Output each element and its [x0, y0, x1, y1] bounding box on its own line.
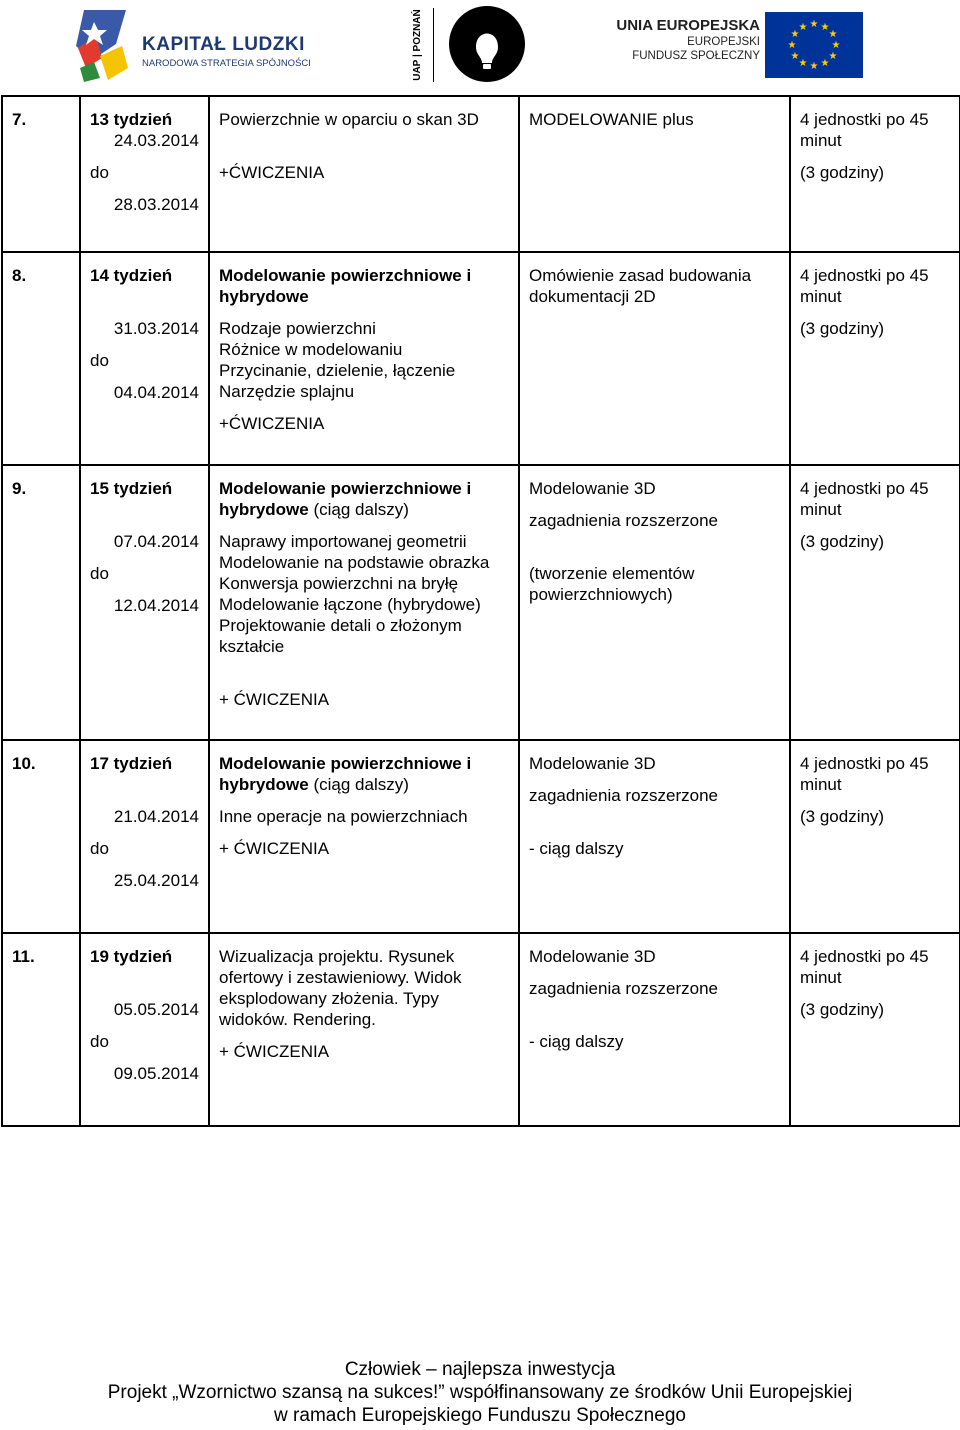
topic-line: Konwersja powierzchni na bryłę	[219, 574, 459, 593]
topic-line: Projektowanie detali o złożonym kształcie	[219, 616, 462, 656]
scope-line: Modelowanie 3D	[529, 947, 656, 966]
svg-text:★: ★	[820, 58, 830, 69]
footer-fund: w ramach Europejskiego Funduszu Społecznego	[274, 1405, 686, 1426]
week-label: 19 tydzień	[90, 947, 173, 966]
row-dates	[80, 465, 209, 740]
svg-text:★: ★	[790, 29, 800, 40]
topic-continued: (ciąg dalszy)	[313, 500, 409, 519]
date-to: 28.03.2014	[113, 195, 199, 214]
scope-line: (tworzenie elementów powierzchniowych)	[529, 564, 695, 604]
scope-line: - ciąg dalszy	[529, 1032, 624, 1051]
kapital-ludzki-emblem-icon	[72, 6, 138, 84]
page-header	[0, 0, 960, 92]
bulb-logo-icon	[448, 5, 526, 83]
topic-exercises: + ĆWICZENIA	[219, 839, 330, 858]
row-hours	[790, 933, 960, 1126]
topic-title: Modelowanie powierzchniowe i hybrydowe	[219, 754, 472, 794]
topic-exercises: +ĆWICZENIA	[219, 414, 325, 433]
row-number: 9.	[2, 465, 80, 740]
uap-logo-text: UAP | POZNAŃ	[412, 9, 423, 81]
date-separator: do	[90, 163, 109, 182]
uap-logo	[408, 6, 428, 84]
topic-line: Inne operacje na powierzchniach	[219, 807, 468, 826]
date-to: 04.04.2014	[113, 383, 199, 402]
row-number: 10.	[2, 740, 80, 933]
eu-efs-logo	[616, 10, 865, 74]
svg-text:★: ★	[790, 51, 800, 62]
scope-line: Omówienie zasad budowania dokumentacji 2D	[529, 266, 752, 306]
row-number: 8.	[2, 252, 80, 465]
kapital-ludzki-logo	[72, 6, 322, 84]
row-scope	[519, 96, 790, 252]
svg-text:★: ★	[828, 29, 838, 40]
topic-line: Naprawy importowanej geometrii	[219, 532, 467, 551]
scope-line: Modelowanie 3D	[529, 479, 656, 498]
page-footer	[0, 1358, 960, 1427]
date-to: 12.04.2014	[113, 596, 199, 615]
row-scope	[519, 740, 790, 933]
svg-text:★: ★	[809, 61, 819, 72]
date-from: 31.03.2014	[113, 319, 199, 338]
week-label: 14 tydzień	[90, 266, 173, 285]
row-dates	[80, 740, 209, 933]
date-from: 05.05.2014	[113, 1000, 199, 1019]
topic-line: Różnice w modelowaniu	[219, 340, 403, 359]
svg-text:★: ★	[828, 51, 838, 62]
table-row	[2, 252, 960, 465]
hours-units: 4 jednostki po 45 minut	[800, 110, 929, 150]
row-scope	[519, 933, 790, 1126]
date-from: 21.04.2014	[113, 807, 199, 826]
row-hours	[790, 465, 960, 740]
date-separator: do	[90, 1032, 109, 1051]
hours-total: (3 godziny)	[800, 807, 885, 826]
topic-line: Przycinanie, dzielenie, łączenie	[219, 361, 456, 380]
table-row	[2, 740, 960, 933]
scope-line: Modelowanie 3D	[529, 754, 656, 773]
date-separator: do	[90, 351, 109, 370]
row-number: 7.	[2, 96, 80, 252]
svg-text:★: ★	[820, 22, 830, 33]
table-row	[2, 465, 960, 740]
svg-text:★: ★	[831, 40, 841, 51]
row-scope	[519, 252, 790, 465]
row-topic	[209, 252, 519, 465]
row-dates	[80, 252, 209, 465]
row-hours	[790, 252, 960, 465]
row-topic	[209, 96, 519, 252]
week-label: 15 tydzień	[90, 479, 173, 498]
topic-continued: (ciąg dalszy)	[313, 775, 409, 794]
hours-units: 4 jednostki po 45 minut	[800, 266, 929, 306]
eu-logo-line-3: FUNDUSZ SPOŁECZNY	[632, 50, 760, 62]
row-number: 11.	[2, 933, 80, 1126]
svg-text:★: ★	[798, 58, 808, 69]
date-to: 25.04.2014	[113, 871, 199, 890]
scope-line: zagadnienia rozszerzone	[529, 786, 719, 805]
topic-title: Modelowanie powierzchniowe i hybrydowe	[219, 266, 472, 306]
topic-line: Powierzchnie w oparciu o skan 3D	[219, 110, 479, 129]
week-label: 13 tydzień	[90, 110, 173, 129]
date-from: 07.04.2014	[113, 532, 199, 551]
table-row	[2, 933, 960, 1126]
date-from: 24.03.2014	[113, 131, 199, 150]
hours-total: (3 godziny)	[800, 163, 885, 182]
row-dates	[80, 96, 209, 252]
row-scope	[519, 465, 790, 740]
row-topic	[209, 465, 519, 740]
row-topic	[209, 740, 519, 933]
eu-logo-line-1: UNIA EUROPEJSKA	[616, 17, 760, 34]
logo-divider	[433, 8, 434, 82]
footer-slogan: Człowiek – najlepsza inwestycja	[344, 1359, 616, 1380]
svg-text:★: ★	[809, 19, 819, 30]
date-to: 09.05.2014	[113, 1064, 199, 1083]
hours-units: 4 jednostki po 45 minut	[800, 479, 929, 519]
topic-exercises: +ĆWICZENIA	[219, 163, 325, 182]
kapital-ludzki-subtitle: NARODOWA STRATEGIA SPÓJNOŚCI	[142, 58, 311, 69]
eu-flag-icon	[765, 12, 863, 78]
topic-line: Modelowanie na podstawie obrazka	[219, 553, 490, 572]
topic-line: Narzędzie splajnu	[219, 382, 355, 401]
scope-line: MODELOWANIE plus	[529, 110, 694, 129]
hours-units: 4 jednostki po 45 minut	[800, 947, 929, 987]
topic-line: Wizualizacja projektu. Rysunek ofertowy i zestawieniowy. Widok eksplodowany złożenia. Typy widoków. Rendering.	[219, 947, 462, 1029]
topic-line: Modelowanie łączone (hybrydowe)	[219, 595, 481, 614]
topic-title: Modelowanie powierzchniowe i hybrydowe	[219, 479, 472, 519]
scope-line: zagadnienia rozszerzone	[529, 511, 719, 530]
row-topic	[209, 933, 519, 1126]
kapital-ludzki-title: KAPITAŁ LUDZKI	[142, 34, 305, 55]
hours-total: (3 godziny)	[800, 319, 885, 338]
row-hours	[790, 96, 960, 252]
svg-text:★: ★	[787, 40, 797, 51]
eu-logo-line-2: EUROPEJSKI	[687, 36, 760, 48]
row-dates	[80, 933, 209, 1126]
table-row	[2, 96, 960, 252]
svg-text:★: ★	[798, 22, 808, 33]
scope-line: zagadnienia rozszerzone	[529, 979, 719, 998]
topic-exercises: + ĆWICZENIA	[219, 690, 330, 709]
hours-units: 4 jednostki po 45 minut	[800, 754, 929, 794]
topic-exercises: + ĆWICZENIA	[219, 1042, 330, 1061]
schedule-table	[1, 95, 960, 1127]
topic-line: Rodzaje powierzchni	[219, 319, 376, 338]
week-label: 17 tydzień	[90, 754, 173, 773]
hours-total: (3 godziny)	[800, 532, 885, 551]
row-hours	[790, 740, 960, 933]
footer-project: Projekt „Wzornictwo szansą na sukces!” współfinansowany ze środków Unii Europejskiej	[107, 1382, 853, 1403]
scope-line: - ciąg dalszy	[529, 839, 624, 858]
date-separator: do	[90, 564, 109, 583]
date-separator: do	[90, 839, 109, 858]
hours-total: (3 godziny)	[800, 1000, 885, 1019]
